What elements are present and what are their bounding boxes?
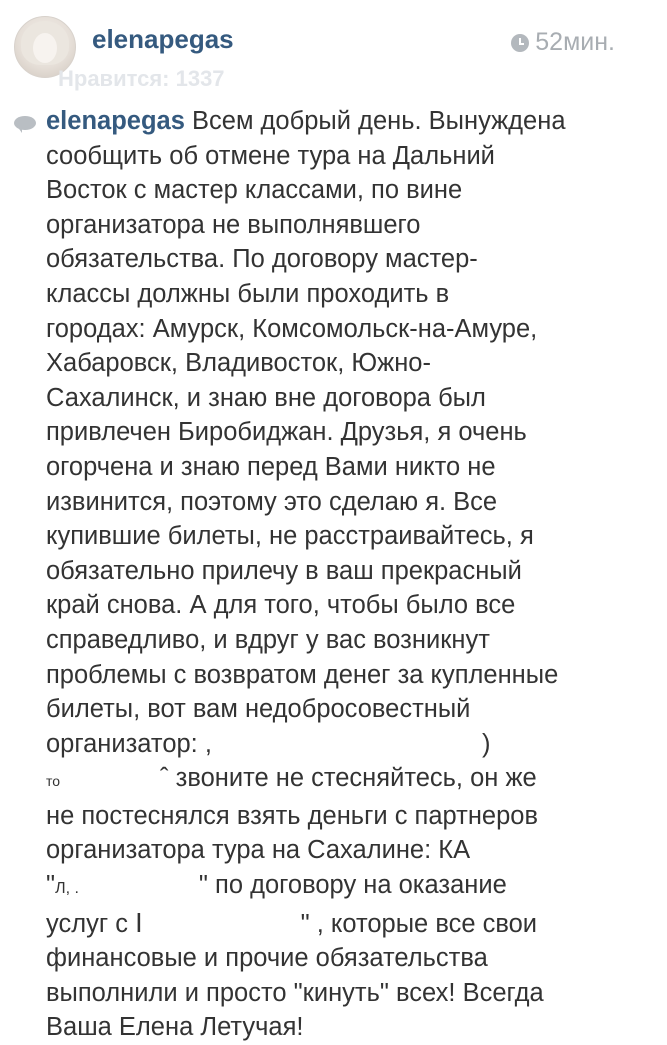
comment-line: купившие билеты, не расстраивайтесь, я — [46, 522, 534, 551]
comment-line-text: Всем добрый день. Вынуждена — [192, 107, 566, 135]
line-fragment: Л, . — [55, 880, 79, 898]
comment-line: привлечен Биробиджан. Друзья, я очень — [46, 418, 527, 447]
clock-icon — [511, 34, 529, 52]
line-fragment: " — [46, 871, 56, 900]
post-username[interactable]: elenapegas — [92, 24, 234, 54]
comment-line: билеты, вот вам недобросовестный — [46, 695, 471, 724]
avatar-face — [33, 33, 57, 63]
comment-line: обязательно прилечу в ваш прекрасный — [46, 556, 522, 585]
post-time — [511, 28, 615, 57]
comment-line-redacted — [46, 907, 636, 942]
comment-line: городах: Амурск, Комсомольск-на-Амуре, — [46, 314, 538, 343]
comment-username[interactable]: elenapegas — [46, 107, 185, 135]
redacted-area — [143, 913, 301, 937]
line-fragment: услуг с Ⅰ — [46, 909, 143, 938]
comment-line: проблемы с возвратом денег за купленные — [46, 660, 559, 689]
comment-line: Ваша Елена Летучая! — [46, 1013, 304, 1042]
comment-line: обязательства. По договору мастер- — [46, 245, 478, 274]
line-fragment: ˆ — [160, 764, 169, 793]
comment-line: выполнили и просто "кинуть" всех! Всегда — [46, 978, 544, 1007]
comment-line: не постеснялся взять деньги с партнеров — [46, 801, 538, 830]
comment-line: классы должны были проходить в — [46, 279, 450, 308]
comment-line-redacted — [46, 761, 636, 799]
line-fragment: звоните не стесняйтесь, он же — [175, 764, 537, 793]
comment-text — [46, 104, 636, 1045]
post-header — [0, 0, 667, 96]
line-fragment: организатор: — [46, 729, 198, 758]
line-fragment: " по договору на оказание — [198, 871, 507, 900]
comment-line-redacted — [46, 868, 636, 907]
line-fragment: " , которые все свои — [300, 909, 538, 938]
line-fragment: ) — [481, 729, 491, 758]
redacted-area — [79, 874, 199, 898]
comment-line-1 — [46, 104, 636, 139]
likes-count[interactable]: Нравится: 1337 — [58, 66, 225, 91]
comment-line: Сахалинск, и знаю вне договора был — [46, 383, 486, 412]
time-text: 52мин. — [535, 28, 615, 56]
comment-line: Восток с мастер классами, по вине — [46, 176, 463, 205]
line-fragment: то — [46, 773, 61, 790]
line-fragment: , — [204, 729, 212, 758]
redacted-area — [212, 733, 482, 757]
comment-line: Хабаровск, Владивосток, Южно- — [46, 349, 431, 378]
comment-line: организатора тура на Сахалине: КА — [46, 836, 471, 865]
comment-line: огорчена и знаю перед Вами никто не — [46, 452, 496, 481]
comment-line: справедливо, и вдруг у вас возникнут — [46, 625, 490, 654]
comment-line: извинится, поэтому это сделаю я. Все — [46, 487, 498, 516]
comment-line: сообщить об отмене тура на Дальний — [46, 141, 495, 170]
comment-line-redacted — [46, 727, 636, 762]
comment-line: финансовые и прочие обязательства — [46, 944, 488, 973]
comment-line: край снова. А для того, чтобы было все — [46, 591, 516, 620]
redacted-area — [60, 768, 160, 792]
comment-line: организатора не выполнявшего — [46, 210, 421, 239]
comment-bubble-icon — [14, 116, 36, 130]
